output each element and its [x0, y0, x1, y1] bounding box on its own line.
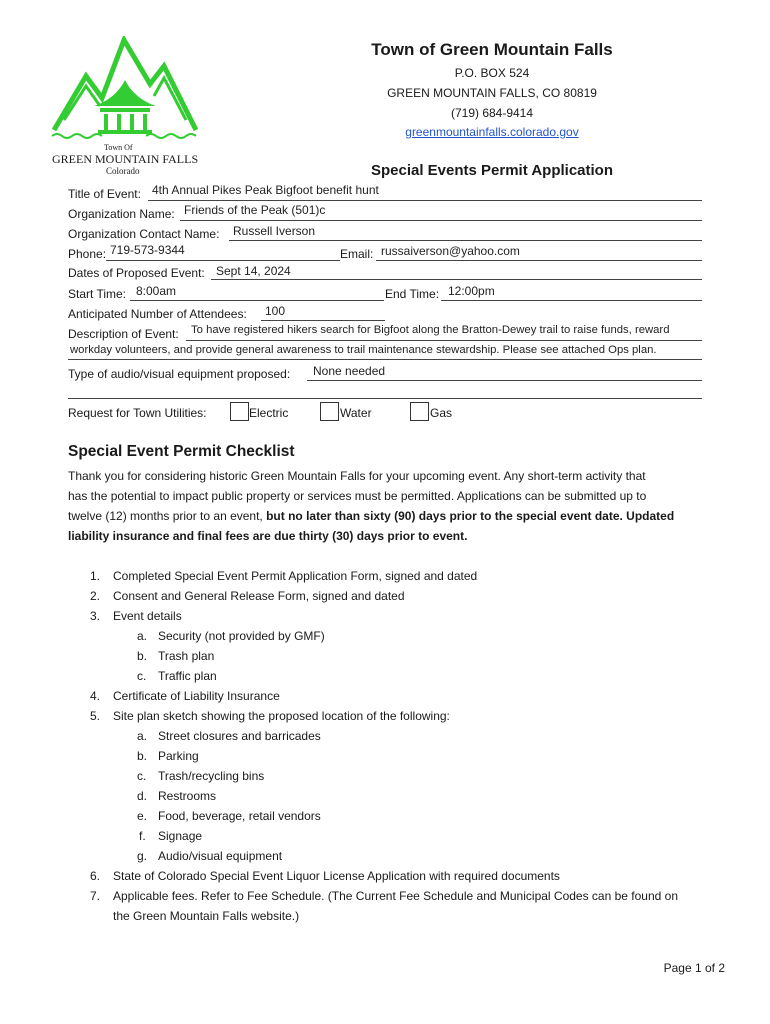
town-title: Town of Green Mountain Falls: [371, 40, 613, 59]
list-item: State of Colorado Special Event Liquor License Application with required documents: [113, 869, 560, 883]
contact-label: Organization Contact Name:: [68, 227, 220, 241]
phone-label: Phone:: [68, 247, 107, 261]
description-field-line-2[interactable]: workday volunteers, and provide general awareness to trail maintenance stewardship. Please see attached Ops plan.: [70, 344, 657, 356]
dates-label: Dates of Proposed Event:: [68, 266, 205, 280]
dates-field[interactable]: Sept 14, 2024: [216, 264, 291, 278]
utilities-label: Request for Town Utilities:: [68, 406, 207, 420]
sub-list-item: Audio/visual equipment: [158, 849, 283, 863]
list-num: 4.: [90, 689, 101, 703]
gas-checkbox[interactable]: [410, 402, 429, 421]
sub-list-item: Parking: [158, 749, 199, 763]
list-item: Event details: [113, 609, 182, 623]
sub-list-item: Traffic plan: [158, 669, 217, 683]
av-label: Type of audio/visual equipment proposed:: [68, 367, 291, 381]
av-field[interactable]: None needed: [313, 364, 386, 378]
org-name-line: [180, 220, 702, 221]
list-num: 3.: [90, 609, 101, 623]
city-line: GREEN MOUNTAIN FALLS, CO 80819: [387, 86, 597, 100]
sub-list-item: Trash plan: [158, 649, 215, 663]
intro-line-4: [68, 526, 708, 546]
list-item: Applicable fees. Refer to Fee Schedule. (The Current Fee Schedule and Municipal Codes can be found on: [113, 889, 679, 903]
intro-line-2: has the potential to impact public property or services must be permitted. Applications can be submitted up to: [68, 489, 647, 503]
event-title-line: [148, 200, 702, 201]
electric-checkbox[interactable]: [230, 402, 249, 421]
event-title-field[interactable]: 4th Annual Pikes Peak Bigfoot benefit hunt: [152, 183, 379, 197]
email-label: Email:: [340, 247, 374, 261]
logo-name: GREEN MOUNTAIN FALLS: [52, 152, 199, 166]
contact-field[interactable]: Russell Iverson: [233, 224, 316, 238]
end-time-label: End Time:: [385, 287, 440, 301]
intro-line-4-bold: liability insurance and final fees are due thirty (30) days prior to event.: [68, 529, 468, 543]
end-time-line: [441, 300, 702, 301]
sub-list-letter: b.: [137, 749, 148, 763]
sub-list-item: Signage: [158, 829, 203, 843]
mountain-gazebo-icon: [50, 36, 200, 141]
list-num: 5.: [90, 709, 101, 723]
sub-list-item: Trash/recycling bins: [158, 769, 265, 783]
sub-list-letter: f.: [139, 829, 146, 843]
sub-list-letter: e.: [137, 809, 148, 823]
list-item-continuation: the Green Mountain Falls website.): [113, 909, 300, 923]
intro-line-3: [68, 506, 708, 526]
attendees-line: [261, 320, 385, 321]
sub-list-letter: b.: [137, 649, 148, 663]
list-item: Completed Special Event Permit Application Form, signed and dated: [113, 569, 478, 583]
sub-list-letter: c.: [137, 769, 147, 783]
gas-label: Gas: [430, 406, 453, 420]
checklist-intro: [68, 466, 708, 546]
av-line-2: [68, 398, 702, 399]
sub-list-letter: g.: [137, 849, 148, 863]
list-num: 6.: [90, 869, 101, 883]
contact-line: [229, 240, 702, 241]
description-label: Description of Event:: [68, 327, 179, 341]
water-checkbox[interactable]: [320, 402, 339, 421]
attendees-field[interactable]: 100: [265, 304, 286, 318]
logo-town-of: Town Of: [104, 143, 133, 152]
sub-list-letter: a.: [137, 729, 148, 743]
form-title: Special Events Permit Application: [370, 162, 613, 179]
attendees-label: Anticipated Number of Attendees:: [68, 307, 247, 321]
electric-label: Electric: [249, 406, 289, 420]
checklist-title: Special Event Permit Checklist: [68, 443, 295, 460]
po-box: P.O. BOX 524: [454, 66, 530, 80]
town-logo: [50, 36, 200, 176]
org-name-label: Organization Name:: [68, 207, 175, 221]
list-item: Consent and General Release Form, signed and dated: [113, 589, 405, 603]
phone-field[interactable]: 719-573-9344: [110, 243, 185, 257]
intro-line-3-bold: but no later than sixty (90) days prior to the special event date. Updated: [266, 509, 675, 523]
description-line-2: [68, 359, 702, 360]
list-num: 7.: [90, 889, 101, 903]
email-line: [376, 260, 702, 261]
list-item: Certificate of Liability Insurance: [113, 689, 280, 703]
description-field-line-1[interactable]: To have registered hikers search for Bigfoot along the Bratton-Dewey trail to raise funds, reward: [191, 324, 670, 336]
sub-list-item: Security (not provided by GMF): [158, 629, 325, 643]
page-number: Page 1 of 2: [663, 961, 725, 975]
event-title-label: Title of Event:: [68, 187, 141, 201]
intro-line-3-normal: twelve (12) months prior to an event,: [68, 509, 267, 523]
list-num: 2.: [90, 589, 101, 603]
sub-list-item: Restrooms: [158, 789, 217, 803]
logo-state: Colorado: [106, 166, 140, 176]
start-time-line: [130, 300, 384, 301]
sub-list-item: Street closures and barricades: [158, 729, 321, 743]
sub-list-letter: d.: [137, 789, 148, 803]
start-time-label: Start Time:: [68, 287, 127, 301]
sub-list-letter: a.: [137, 629, 148, 643]
email-field[interactable]: russaiverson@yahoo.com: [381, 244, 520, 258]
website-container: [342, 125, 642, 139]
sub-list-letter: c.: [137, 669, 147, 683]
intro-line-1: Thank you for considering historic Green Mountain Falls for your upcoming event. Any short-term activity that: [68, 469, 646, 483]
list-num: 1.: [90, 569, 101, 583]
org-name-field[interactable]: Friends of the Peak (501)c: [184, 203, 326, 217]
sub-list-item: Food, beverage, retail vendors: [158, 809, 321, 823]
water-label: Water: [340, 406, 372, 420]
phone-line: [106, 260, 340, 261]
start-time-field[interactable]: 8:00am: [136, 284, 177, 298]
list-item: Site plan sketch showing the proposed location of the following:: [113, 709, 450, 723]
av-line: [307, 380, 702, 381]
website-link[interactable]: greenmountainfalls.colorado.gov: [405, 125, 579, 139]
dates-line: [211, 279, 702, 280]
phone-number: (719) 684-9414: [450, 106, 534, 120]
end-time-field[interactable]: 12:00pm: [448, 284, 495, 298]
description-line-1: [186, 340, 702, 341]
